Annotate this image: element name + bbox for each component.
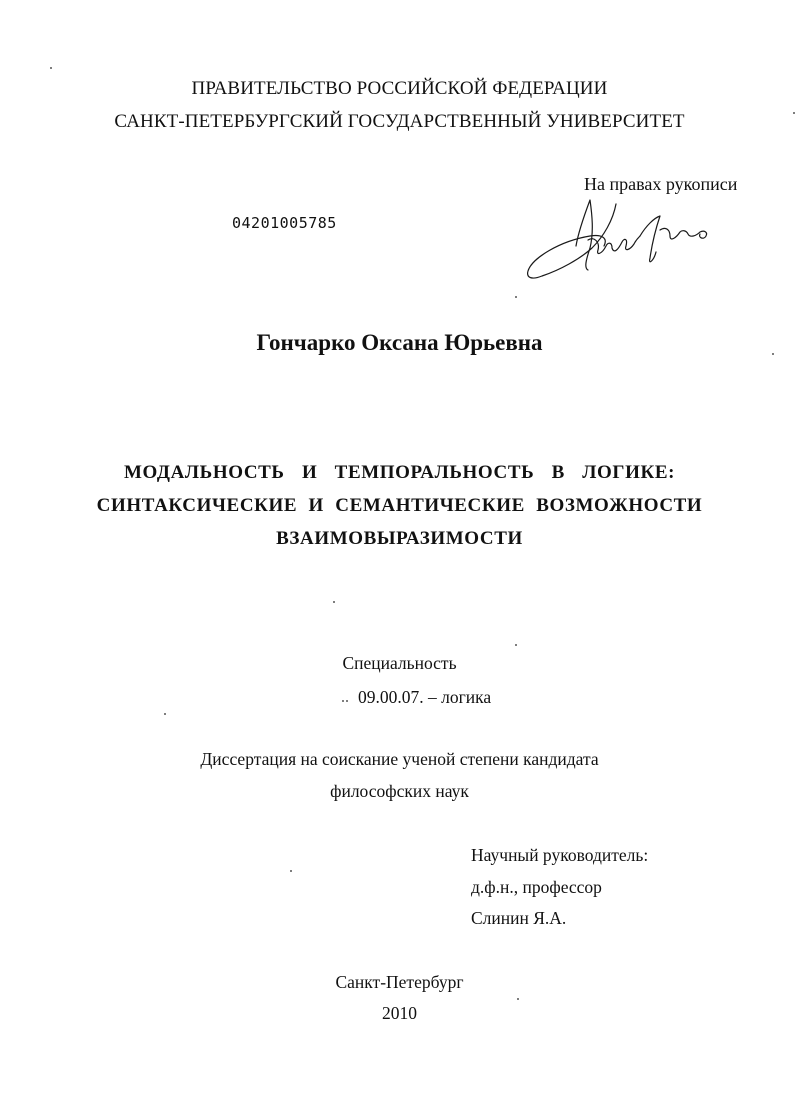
title-line-3: ВЗАИМОВЫРАЗИМОСТИ: [276, 528, 523, 549]
scan-speck: [164, 713, 166, 715]
university-header: САНКТ-ПЕТЕРБУРГСКИЙ ГОСУДАРСТВЕННЫЙ УНИВЕРСИТЕТ: [114, 111, 685, 132]
scan-speck: [793, 112, 795, 114]
scan-speck: [772, 353, 774, 355]
scan-speck: [515, 644, 517, 646]
scan-speck: [342, 700, 344, 702]
scan-speck: [50, 67, 52, 69]
scan-speck: [346, 700, 348, 702]
signature-icon: [520, 196, 720, 288]
specialty-label: Специальность: [342, 653, 457, 673]
scan-speck: [290, 870, 292, 872]
city: Санкт-Петербург: [335, 972, 464, 992]
advisor-name: Слинин Я.А.: [471, 908, 567, 928]
manuscript-note: На правах рукописи: [584, 174, 738, 194]
advisor-label: Научный руководитель:: [471, 845, 649, 865]
author-name: Гончарко Оксана Юрьевна: [256, 330, 543, 355]
scan-speck: [515, 296, 517, 298]
dissertation-line-2: философских наук: [330, 781, 469, 801]
government-header: ПРАВИТЕЛЬСТВО РОССИЙСКОЙ ФЕДЕРАЦИИ: [191, 78, 608, 99]
scan-speck: [333, 601, 335, 603]
advisor-degree: д.ф.н., профессор: [471, 877, 602, 897]
title-line-1: МОДАЛЬНОСТЬ И ТЕМПОРАЛЬНОСТЬ В ЛОГИКЕ:: [123, 462, 676, 483]
dissertation-line-1: Диссертация на соискание ученой степени кандидата: [200, 749, 599, 769]
scan-speck: [517, 998, 519, 1000]
title-line-2: СИНТАКСИЧЕСКИЕ И СЕМАНТИЧЕСКИЕ ВОЗМОЖНОСТИ: [96, 495, 703, 516]
specialty-value: 09.00.07. – логика: [358, 687, 492, 707]
library-code: 04201005785: [232, 214, 337, 232]
year: 2010: [382, 1003, 417, 1023]
